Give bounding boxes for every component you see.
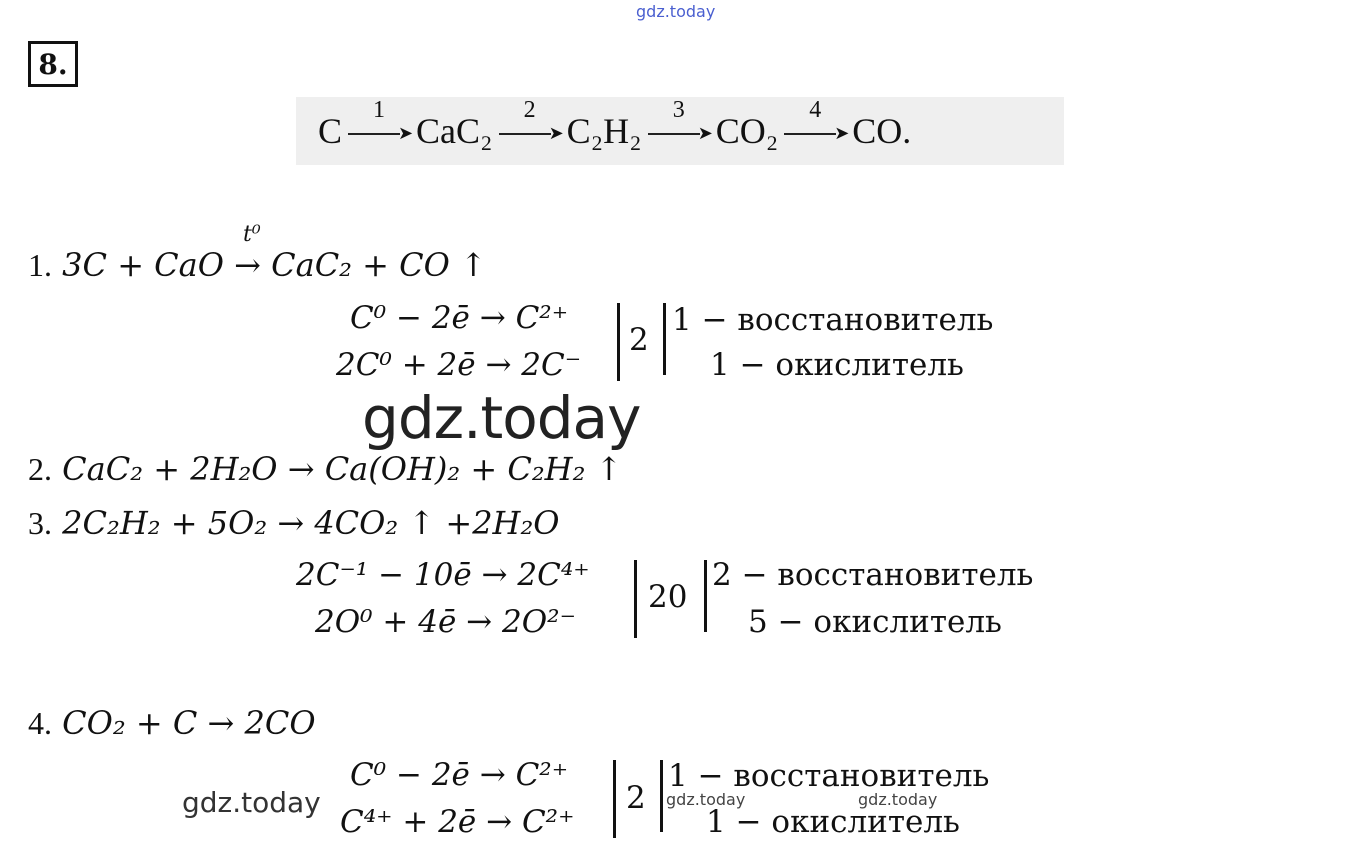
watermark-bottom-center: gdz.today xyxy=(666,790,746,809)
reaction-3-lcm: 20 xyxy=(648,579,688,615)
reaction-1-label: 1. xyxy=(28,247,52,283)
reaction-1-lcm: 2 xyxy=(629,322,649,358)
reaction-1-role-2: 1 − окислитель xyxy=(710,347,964,383)
reaction-4-equation: CO₂ + C → 2CO xyxy=(62,704,316,742)
scheme-species-1: C xyxy=(318,111,343,151)
scheme-arrow-1: 1 ➤ xyxy=(348,113,410,149)
reaction-4-role-1: 1 − восстановитель xyxy=(668,758,990,794)
task-number: 8. xyxy=(28,41,78,87)
reaction-4-divider-1 xyxy=(613,760,616,838)
reaction-1-balance-line-2: 2C⁰ + 2ē → 2C⁻ xyxy=(336,347,582,383)
reaction-3-balance-line-1: 2C⁻¹ − 10ē → 2C⁴⁺ xyxy=(296,557,590,593)
reaction-3-role-1: 2 − восстановитель xyxy=(712,557,1034,593)
reaction-1-equation: 3C + CaO → CaC₂ + CO ↑ xyxy=(62,246,487,284)
reaction-1-condition: t⁰ xyxy=(243,222,261,247)
reaction-1-balance-line-1: C⁰ − 2ē → C²⁺ xyxy=(350,300,569,336)
reaction-1 xyxy=(28,246,487,284)
reaction-4 xyxy=(28,704,316,742)
reaction-4-balance-line-1: C⁰ − 2ē → C²⁺ xyxy=(350,757,569,793)
reaction-4-role-2: 1 − окислитель xyxy=(706,804,960,840)
reaction-4-balance-line-2: C⁴⁺ + 2ē → C²⁺ xyxy=(340,804,575,840)
reaction-3-divider-1 xyxy=(634,560,637,638)
reaction-4-divider-2 xyxy=(660,760,663,832)
scheme-arrow-2: 2 ➤ xyxy=(499,113,561,149)
reaction-2 xyxy=(28,450,622,488)
watermark-large: gdz.today xyxy=(362,384,641,452)
reaction-4-lcm: 2 xyxy=(626,780,646,816)
scheme-species-3: C₂H₂ xyxy=(566,111,642,151)
scheme-species-5: CO. xyxy=(852,111,912,151)
scheme-arrow-4: 4 ➤ xyxy=(784,113,846,149)
reaction-3-role-2: 5 − окислитель xyxy=(748,604,1002,640)
reaction-3-divider-2 xyxy=(704,560,707,632)
watermark-top: gdz.today xyxy=(636,2,716,21)
reaction-3 xyxy=(28,504,560,542)
reaction-4-label: 4. xyxy=(28,705,52,741)
reaction-2-equation: CaC₂ + 2H₂O → Ca(OH)₂ + C₂H₂ ↑ xyxy=(62,450,623,488)
scheme-arrow-3: 3 ➤ xyxy=(648,113,710,149)
scheme-species-2: CaC₂ xyxy=(416,111,493,151)
reaction-3-equation: 2C₂H₂ + 5O₂ → 4CO₂ ↑ +2H₂O xyxy=(62,504,560,542)
reaction-3-label: 3. xyxy=(28,505,52,541)
reaction-3-balance-line-2: 2O⁰ + 4ē → 2O²⁻ xyxy=(315,604,576,640)
scheme-species-4: CO₂ xyxy=(715,111,779,151)
watermark-bottom-left: gdz.today xyxy=(182,786,321,819)
watermark-bottom-right: gdz.today xyxy=(858,790,938,809)
reaction-1-divider-1 xyxy=(617,303,620,381)
reaction-1-role-1: 1 − восстановитель xyxy=(672,302,994,338)
reaction-1-divider-2 xyxy=(663,303,666,375)
reaction-2-label: 2. xyxy=(28,451,52,487)
reaction-scheme xyxy=(296,97,1064,165)
